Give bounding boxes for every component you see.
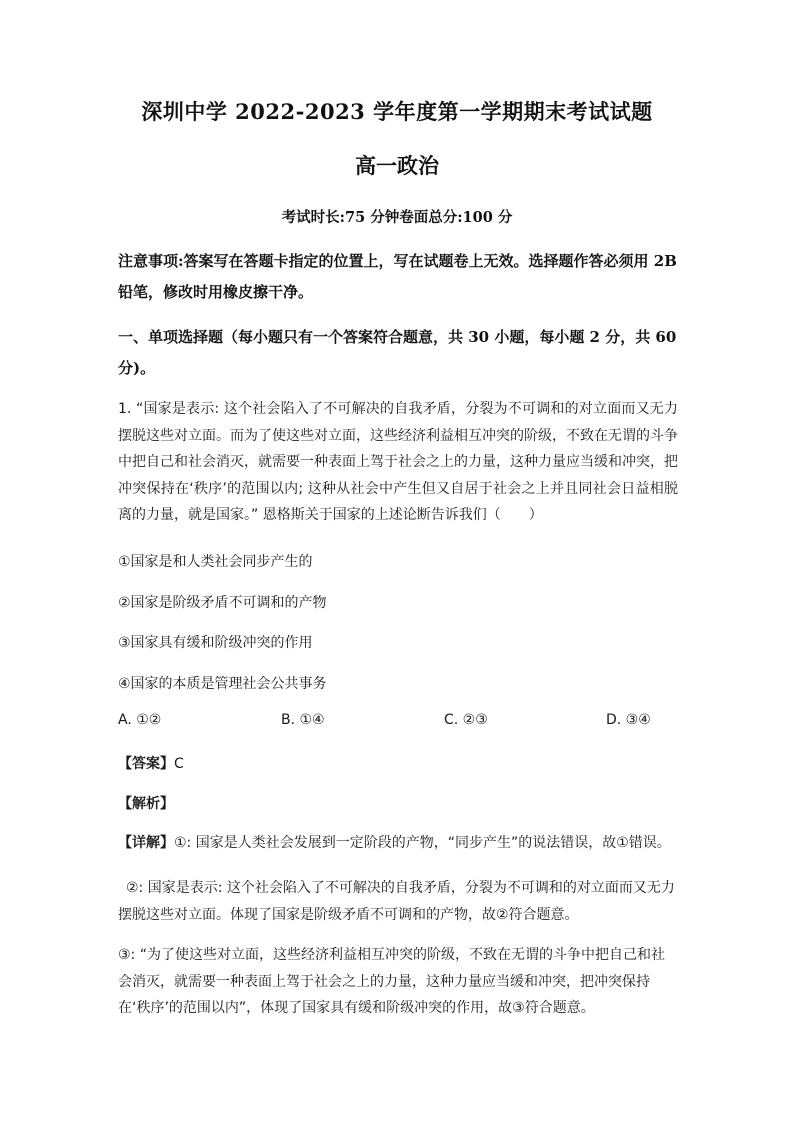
- choice-d: D. ③④: [606, 712, 651, 728]
- choice-c: C. ②③: [444, 712, 488, 728]
- notice-text: 注意事项:答案写在答题卡指定的位置上，写在试题卷上无效。选择题作答必须用 2B 铅笔，修改时用橡皮擦干净。: [118, 252, 677, 301]
- exam-meta: 考试时长:75 分钟卷面总分:100 分: [281, 209, 513, 226]
- answer-value: C: [174, 756, 184, 772]
- answer-label: 【答案】: [118, 756, 174, 772]
- detail-label: 【详解】: [118, 835, 174, 851]
- statement-1: ①国家是和人类社会同步产生的: [118, 554, 313, 570]
- question-stem: 1. “国家是表示: 这个社会陷入了不可解决的自我矛盾，分裂为不可调和的对立面而又无力摆脱这些对立面。而为了使这些对立面，这些经济利益相互冲突的阶级，不致在无谓的斗争中把自己和社会消灭，就需要一种表面上驾于社会之上的力量，这种力量应当缓和冲突，把冲突保持在‘秩序’的范围以内; 这种从社会中产生但又自居于社会之上并且同社会日益相脱离的力量，就是国家。” 恩格斯关于国家的上述论断告诉我们（ ）: [118, 401, 678, 523]
- analysis-label: 【解析】: [118, 796, 174, 812]
- choice-b: B. ①④: [281, 712, 325, 728]
- explanation-3: ③: “为了使这些对立面，这些经济利益相互冲突的阶级，不致在无谓的斗争中把自己和社会消灭，就需要一种表面上驾于社会之上的力量，这种力量应当缓和冲突，把冲突保持在‘秩序’的范围以内”，体现了国家具有缓和阶级冲突的作用，故③符合题意。: [118, 947, 665, 1016]
- section-heading: 一、单项选择题（每小题只有一个答案符合题意，共 30 小题，每小题 2 分，共 60 分)。: [118, 328, 677, 377]
- statement-3: ③国家具有缓和阶级冲突的作用: [118, 635, 313, 651]
- answer-line: [118, 753, 184, 773]
- exam-subject: 高一政治: [355, 153, 439, 178]
- explanation-1: 【详解】①: 国家是人类社会发展到一定阶段的产物，“同步产生”的说法错误，故①错误。: [118, 835, 671, 851]
- statement-4: ④国家的本质是管理社会公共事务: [118, 676, 327, 692]
- exam-title: 深圳中学 2022-2023 学年度第一学期期末考试试题: [141, 99, 653, 124]
- explanation-2: ②: 国家是表示: 这个社会陷入了不可解决的自我矛盾，分裂为不可调和的对立面而又无力摆脱这些对立面。体现了国家是阶级矛盾不可调和的产物，故②符合题意。: [118, 880, 675, 923]
- statement-2: ②国家是阶级矛盾不可调和的产物: [118, 595, 327, 611]
- choice-a: A. ①②: [118, 712, 162, 728]
